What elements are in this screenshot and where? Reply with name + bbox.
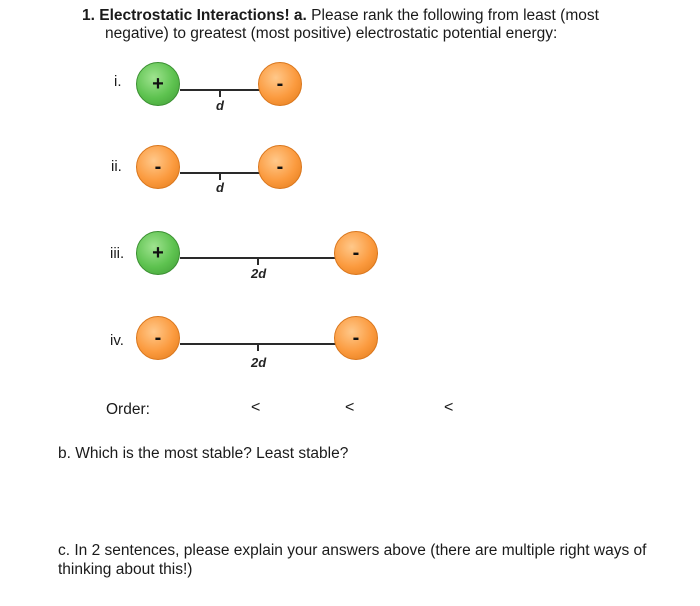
part-a-text-1: Please rank the following from least (most: [311, 7, 599, 24]
question-title: Electrostatic Interactions!: [99, 7, 290, 24]
order-separator-3: <: [444, 399, 454, 416]
part-a-label: a.: [293, 7, 307, 24]
part-b-question: b. Which is the most stable? Least stable?: [58, 445, 349, 462]
pair-iv-label: iv.: [110, 332, 124, 349]
pair-iv-right-negative-atom: [334, 316, 378, 360]
pair-ii-label: ii.: [111, 158, 122, 175]
pair-iii-right-charge: -: [352, 241, 360, 264]
pair-i-label: i.: [114, 73, 122, 90]
pair-ii-midpoint-tick: [219, 173, 221, 180]
pair-i-negative-atom: [258, 62, 302, 106]
part-c-line-1: c. In 2 sentences, please explain your answers above (there are multiple right ways of: [58, 542, 647, 559]
pair-ii-right-negative-atom: [258, 145, 302, 189]
question-number: 1.: [82, 7, 95, 24]
order-separator-1: <: [251, 399, 261, 416]
pair-ii-left-negative-atom: [136, 145, 180, 189]
part-c-line-2: thinking about this!): [58, 561, 193, 578]
pair-iv-left-negative-atom: [136, 316, 180, 360]
pair-ii-left-charge: -: [154, 155, 162, 178]
pair-i-positive-atom: [136, 62, 180, 106]
pair-iii-distance-label: 2d: [251, 266, 267, 281]
pair-ii-right-charge: -: [276, 155, 284, 178]
pair-iv-left-charge: -: [154, 326, 162, 349]
order-separator-2: <: [345, 399, 355, 416]
pair-iii-left-charge: +: [152, 241, 164, 264]
pair-iii-label: iii.: [110, 245, 125, 262]
pair-iii-negative-atom: [334, 231, 378, 275]
pair-i-right-charge: -: [276, 72, 284, 95]
pair-i-midpoint-tick: [219, 90, 221, 97]
pair-iv-right-charge: -: [352, 326, 360, 349]
pair-i-distance-label: d: [216, 98, 224, 113]
part-a-text-2: negative) to greatest (most positive) electrostatic potential energy:: [105, 25, 558, 42]
pair-iv-midpoint-tick: [257, 344, 259, 351]
pair-ii-distance-label: d: [216, 180, 224, 195]
pair-iv-distance-label: 2d: [251, 355, 267, 370]
question-line-1: [82, 6, 599, 26]
pair-iii-midpoint-tick: [257, 258, 259, 265]
pair-iii-positive-atom: [136, 231, 180, 275]
pair-i-left-charge: +: [152, 72, 164, 95]
order-label: Order:: [106, 401, 150, 418]
